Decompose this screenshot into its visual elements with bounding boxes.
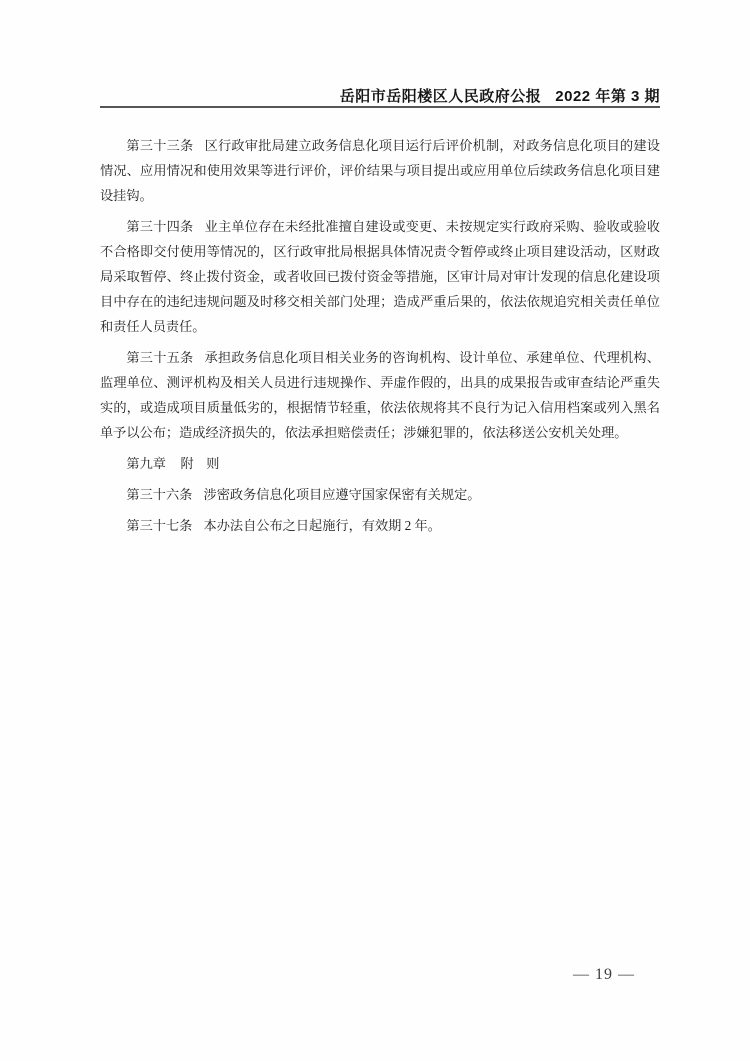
- chapter-heading: [100, 451, 660, 476]
- article-number: 第三十六条: [126, 487, 193, 502]
- article-number: 第三十四条: [126, 219, 194, 234]
- article-number: 第三十七条: [126, 518, 193, 533]
- page-number: — 19 —: [573, 966, 635, 983]
- article-paragraph: [100, 214, 660, 339]
- chapter-number: 第九章: [126, 456, 166, 471]
- article-paragraph: [100, 345, 660, 445]
- issue-label: 2022 年第 3 期: [555, 88, 660, 105]
- document-body: [100, 133, 660, 544]
- page-footer: [100, 966, 660, 984]
- gazette-title: 岳阳市岳阳楼区人民政府公报: [339, 88, 542, 105]
- article-paragraph: [100, 513, 660, 538]
- chapter-title: 附 则: [180, 456, 225, 471]
- article-text: 承担政务信息化项目相关业务的咨询机构、设计单位、承建单位、代理机构、监理单位、测评机构及相关人员进行违规操作、弄虚作假的，出具的成果报告或审查结论严重失实的，或造成项目质量低劣的，根据情节轻重，依法依规将其不良行为记入信用档案或列入黑名单予以公布；造成经济损失的，依法承担赔偿责任；涉嫌犯罪的，依法移送公安机关处理。: [100, 350, 660, 440]
- article-number: 第三十三条: [126, 138, 194, 153]
- header-rule: [100, 106, 660, 108]
- article-paragraph: [100, 482, 660, 507]
- article-text: 业主单位存在未经批准擅自建设或变更、未按规定实行政府采购、验收或验收不合格即交付使用等情况的，区行政审批局根据具体情况责令暂停或终止项目建设活动，区财政局采取暂停、终止拨付资金，或者收回已拨付资金等措施，区审计局对审计发现的信息化建设项目中存在的违纪违规问题及时移交相关部门处理；造成严重后果的，依法依规追究相关责任单位和责任人员责任。: [100, 219, 660, 334]
- article-paragraph: [100, 133, 660, 208]
- article-text: 本办法自公布之日起施行，有效期 2 年。: [203, 518, 441, 533]
- article-text: 区行政审批局建立政务信息化项目运行后评价机制，对政务信息化项目的建设情况、应用情况和使用效果等进行评价，评价结果与项目提出或应用单位后续政务信息化项目建设挂钩。: [100, 138, 660, 203]
- article-number: 第三十五条: [126, 350, 194, 365]
- article-text: 涉密政务信息化项目应遵守国家保密有关规定。: [203, 487, 481, 502]
- page-header: [100, 85, 660, 106]
